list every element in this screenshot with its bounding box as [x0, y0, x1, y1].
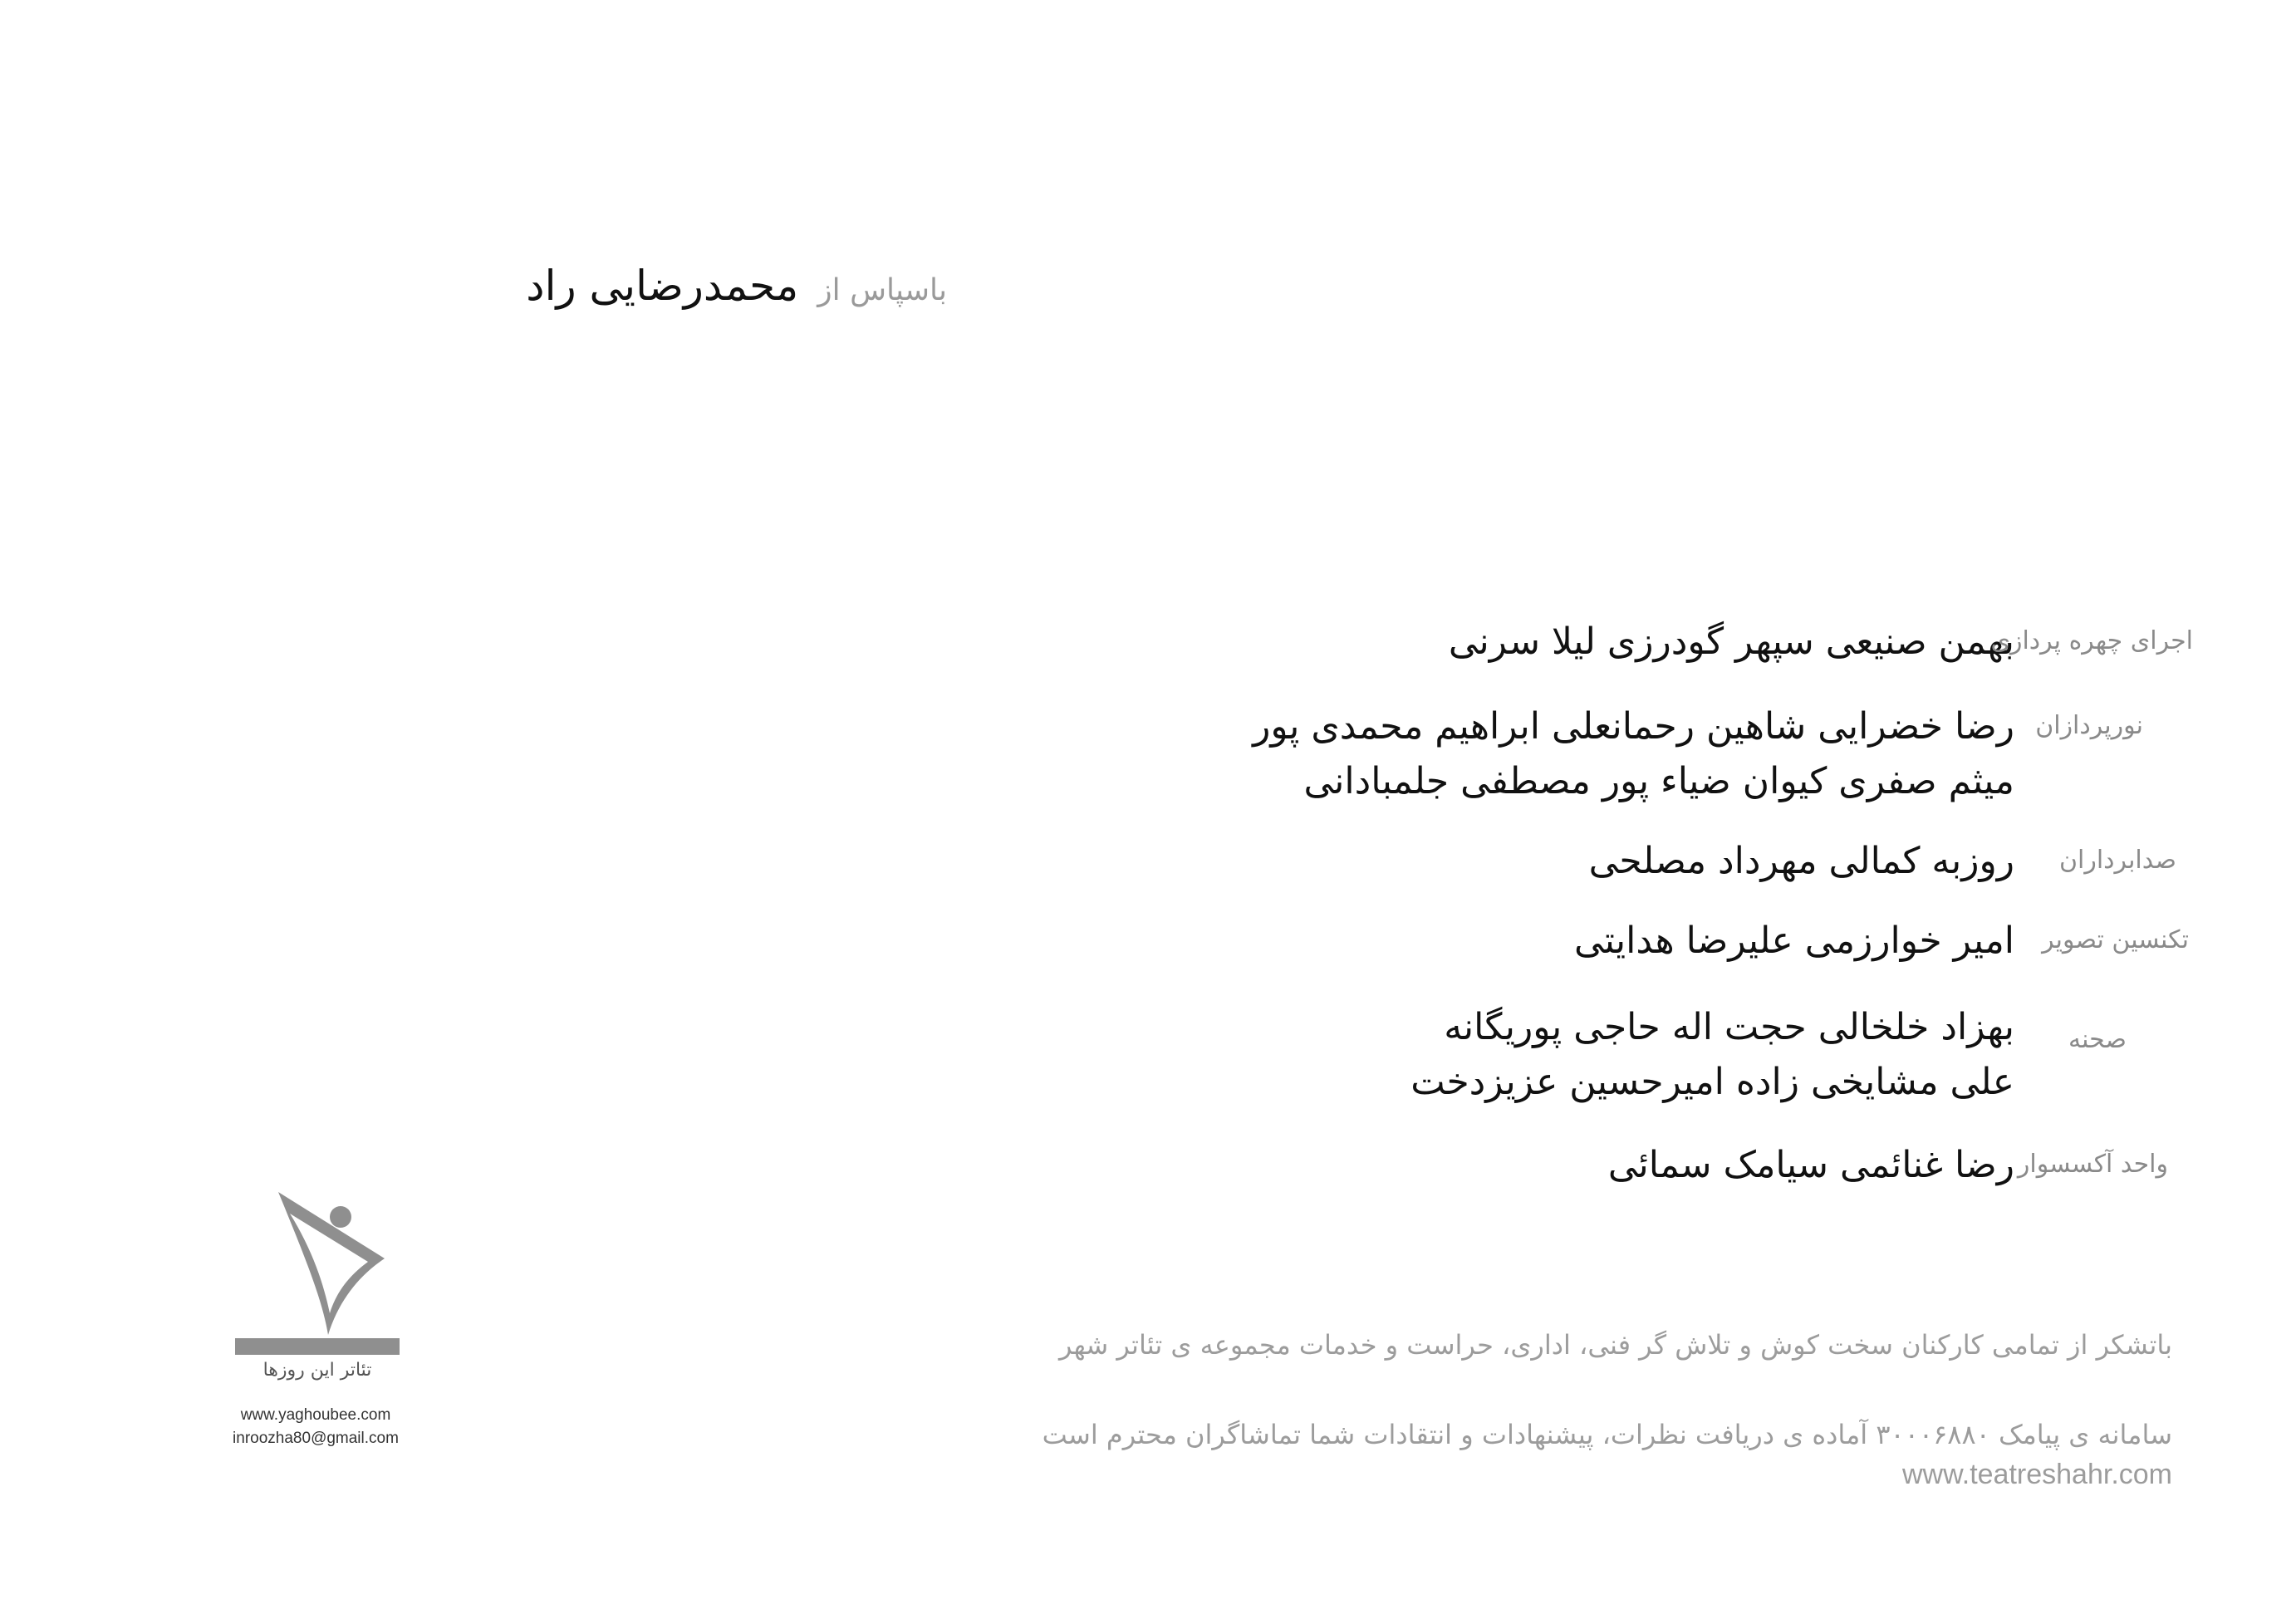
credit-row-lighting — [1253, 699, 2193, 809]
credit-line: رضا غنائمی سیامک سمائی — [1607, 1144, 2014, 1186]
website-link[interactable]: www.yaghoubee.com — [240, 1406, 391, 1424]
credit-names — [1253, 699, 2014, 809]
credit-names — [1296, 914, 2014, 969]
credit-names — [1296, 834, 2014, 889]
credit-names — [1296, 1000, 2014, 1110]
credit-role: تکنسین تصویر — [2042, 925, 2189, 954]
credit-row-makeup — [1296, 615, 2193, 670]
credit-role: صدابرداران — [2058, 846, 2176, 875]
logo-caption: تئاتر این روزها — [262, 1360, 372, 1381]
credit-row-sound — [1296, 834, 2193, 889]
credit-role: اجرای چهره پردازی — [1990, 626, 2193, 655]
credit-row-video — [1296, 914, 2193, 969]
credit-line: رضا خضرایی شاهین رحمانعلی ابراهیم محمدی پور — [1253, 705, 2014, 748]
thanks-name: محمدرضایی راد — [526, 262, 799, 310]
credit-line: روزبه کمالی مهرداد مصلحی — [1588, 840, 2014, 882]
email-link[interactable]: inroozha80@gmail.com — [233, 1430, 399, 1447]
contact-info — [208, 1404, 424, 1450]
credit-row-props — [1296, 1138, 2193, 1193]
footer-thanks-text: باتشکر از تمامی کارکنان سخت کوش و تلاش گر فنی، اداری، حراست و خدمات مجموعه ی تئاتر شهر — [1058, 1329, 2172, 1361]
logo-bar — [235, 1338, 400, 1355]
footer-url-link[interactable]: www.teatreshahr.com — [1901, 1459, 2172, 1490]
credit-names — [1296, 615, 2014, 670]
credit-line: بهزاد خلخالی حجت اله حاجی پوریگانه — [1444, 1006, 2014, 1048]
credit-line: علی مشایخی زاده امیرحسین عزیزدخت — [1410, 1061, 2014, 1103]
thanks-label: باسپاس از — [817, 273, 947, 307]
credit-role: نورپردازان — [2035, 711, 2143, 740]
credit-line: بهمن صنیعی سپهر گودرزی لیلا سرنی — [1448, 621, 2014, 663]
footer-sms-text: سامانه ی پیامک ۳۰۰۰۶۸۸۰ آماده ی دریافت نظرات، پیشنهادات و انتقادات شما تماشاگران محترم است — [1042, 1419, 2172, 1450]
credit-row-stage — [1296, 1000, 2193, 1110]
dancer-logo-icon — [235, 1184, 401, 1338]
credits-list — [1253, 615, 2193, 1193]
footer — [1042, 1329, 2172, 1491]
credit-line: میثم صفری کیوان ضیاء پور مصطفی جلمبادانی — [1303, 760, 2014, 802]
thanks-line — [465, 262, 947, 310]
credit-role: واحد آکسسوار — [2017, 1150, 2168, 1179]
credit-line: امیر خوارزمی علیرضا هدایتی — [1573, 920, 2014, 962]
credit-role: صحنه — [2068, 1025, 2127, 1054]
theatre-logo — [235, 1184, 401, 1383]
credit-names — [1296, 1138, 2014, 1193]
